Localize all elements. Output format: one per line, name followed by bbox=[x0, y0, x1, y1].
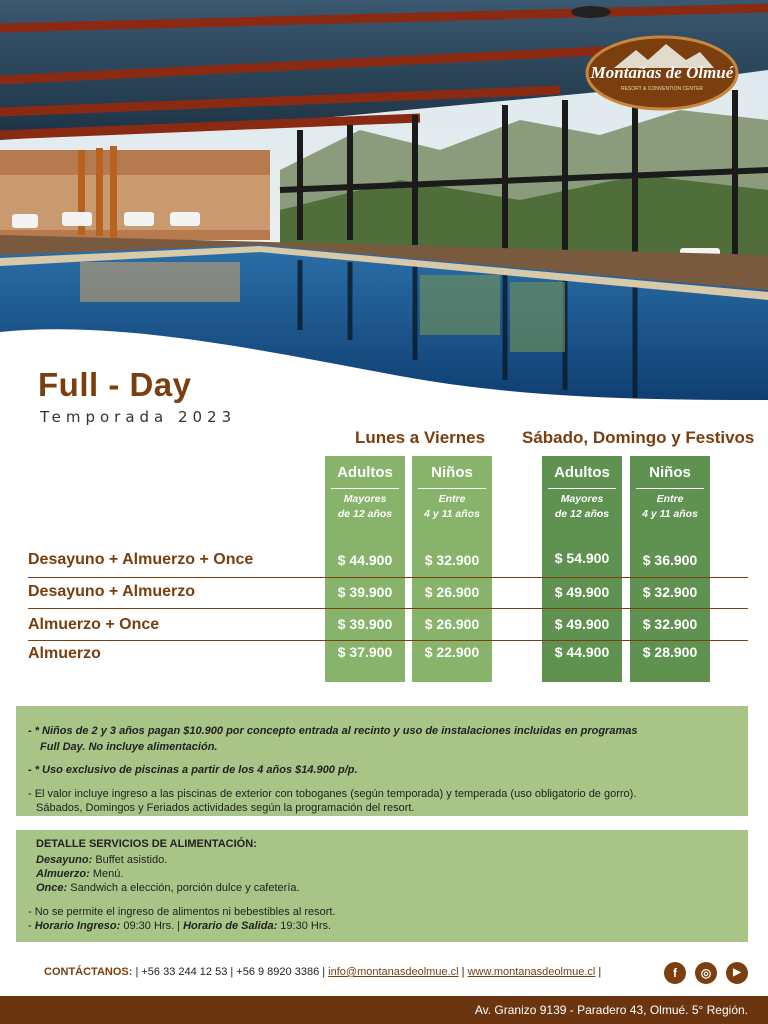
row-label-lunch: Almuerzo bbox=[28, 645, 101, 662]
column-weekend-kids bbox=[630, 456, 710, 682]
column-note: Entre 4 y 11 años bbox=[424, 493, 480, 520]
price-cell: $ 26.900 bbox=[424, 616, 480, 632]
row-label-full: Desayuno + Almuerzo + Once bbox=[28, 551, 254, 568]
row-divider bbox=[28, 608, 748, 609]
column-label: Niños bbox=[431, 464, 473, 481]
column-weekend-adults bbox=[542, 456, 622, 682]
food-rule: - No se permite el ingreso de alimentos ni bebestibles al resort. bbox=[28, 906, 336, 918]
column-divider bbox=[548, 488, 616, 489]
contact-email-link[interactable]: info@montanasdeolmue.cl bbox=[328, 966, 459, 978]
logo-tagline: RESORT & CONVENTION CENTER bbox=[620, 86, 704, 92]
price-cell: $ 26.900 bbox=[424, 584, 480, 600]
logo-text: Montañas de Olmué bbox=[590, 63, 734, 82]
price-cell: $ 54.900 bbox=[554, 550, 610, 566]
column-label: Adultos bbox=[554, 464, 610, 481]
column-weekday-kids bbox=[412, 456, 492, 682]
row-label-lunch-once: Almuerzo + Once bbox=[28, 616, 160, 633]
footer-bar bbox=[0, 996, 768, 1024]
column-label: Niños bbox=[649, 464, 691, 481]
price-cell: $ 32.900 bbox=[642, 584, 698, 600]
price-cell: $ 28.900 bbox=[642, 644, 698, 660]
contact-separator: | bbox=[461, 966, 465, 978]
food-details-box bbox=[16, 830, 748, 942]
column-note: Entre 4 y 11 años bbox=[642, 493, 698, 520]
contact-line bbox=[44, 966, 601, 978]
note-kids-cont: Full Day. No incluye alimentación. bbox=[40, 741, 218, 753]
facebook-icon[interactable]: f bbox=[664, 962, 686, 984]
brand-logo bbox=[584, 34, 740, 112]
notes-box bbox=[16, 706, 748, 816]
price-cell: $ 39.900 bbox=[337, 616, 393, 632]
food-heading: DETALLE SERVICIOS DE ALIMENTACIÓN: bbox=[36, 838, 257, 850]
price-cell: $ 49.900 bbox=[554, 584, 610, 600]
contact-separator: | bbox=[598, 966, 602, 978]
row-divider bbox=[28, 577, 748, 578]
row-label-breakfast-lunch: Desayuno + Almuerzo bbox=[28, 583, 196, 600]
note-value-cont: Sábados, Domingos y Feriados actividades según la programación del resort. bbox=[36, 802, 415, 814]
column-note: Mayores de 12 años bbox=[554, 493, 610, 520]
column-divider bbox=[418, 488, 486, 489]
price-cell: $ 22.900 bbox=[424, 644, 480, 660]
column-label: Adultos bbox=[337, 464, 393, 481]
column-weekday-adults bbox=[325, 456, 405, 682]
note-value: - El valor incluye ingreso a las piscinas de exterior con toboganes (según temporada) y temperada (uso obligatorio de gorro). bbox=[28, 788, 637, 800]
youtube-icon[interactable]: ▶ bbox=[726, 962, 748, 984]
column-note: Mayores de 12 años bbox=[337, 493, 393, 520]
row-divider bbox=[28, 640, 748, 641]
contact-website-link[interactable]: www.montanasdeolmue.cl bbox=[467, 966, 596, 978]
page-subtitle: Temporada 2023 bbox=[40, 408, 237, 426]
food-item-desayuno: Desayuno: Buffet asistido. bbox=[36, 854, 168, 866]
price-cell: $ 44.900 bbox=[337, 552, 393, 568]
note-pools: - * Uso exclusivo de piscinas a partir de los 4 años $14.900 p/p. bbox=[28, 764, 358, 776]
contact-phones: | +56 33 244 12 53 | +56 9 8920 3386 | bbox=[135, 966, 326, 978]
price-cell: $ 36.900 bbox=[642, 552, 698, 568]
price-cell: $ 32.900 bbox=[424, 552, 480, 568]
column-divider bbox=[636, 488, 704, 489]
price-cell: $ 49.900 bbox=[554, 616, 610, 632]
instagram-icon[interactable]: ◎ bbox=[695, 962, 717, 984]
note-kids: - * Niños de 2 y 3 años pagan $10.900 por concepto entrada al recinto y uso de instalaciones incluidas en programas bbox=[28, 725, 638, 737]
food-item-once: Once: Sandwich a elección, porción dulce y cafetería. bbox=[36, 882, 300, 894]
price-cell: $ 32.900 bbox=[642, 616, 698, 632]
food-item-almuerzo: Almuerzo: Menú. bbox=[36, 868, 124, 880]
price-cell: $ 44.900 bbox=[554, 644, 610, 660]
group-weekday-heading: Lunes a Viernes bbox=[355, 428, 486, 447]
page-title: Full - Day bbox=[38, 366, 192, 403]
column-divider bbox=[331, 488, 399, 489]
food-hours: - Horario Ingreso: 09:30 Hrs. | Horario de Salida: 19:30 Hrs. bbox=[28, 920, 332, 932]
price-cell: $ 39.900 bbox=[337, 584, 393, 600]
price-cell: $ 37.900 bbox=[337, 644, 393, 660]
contact-label: CONTÁCTANOS: bbox=[44, 966, 133, 978]
footer-address: Av. Granizo 9139 - Paradero 43, Olmué. 5° Región. bbox=[474, 1003, 748, 1017]
group-weekend-heading: Sábado, Domingo y Festivos bbox=[522, 428, 755, 447]
